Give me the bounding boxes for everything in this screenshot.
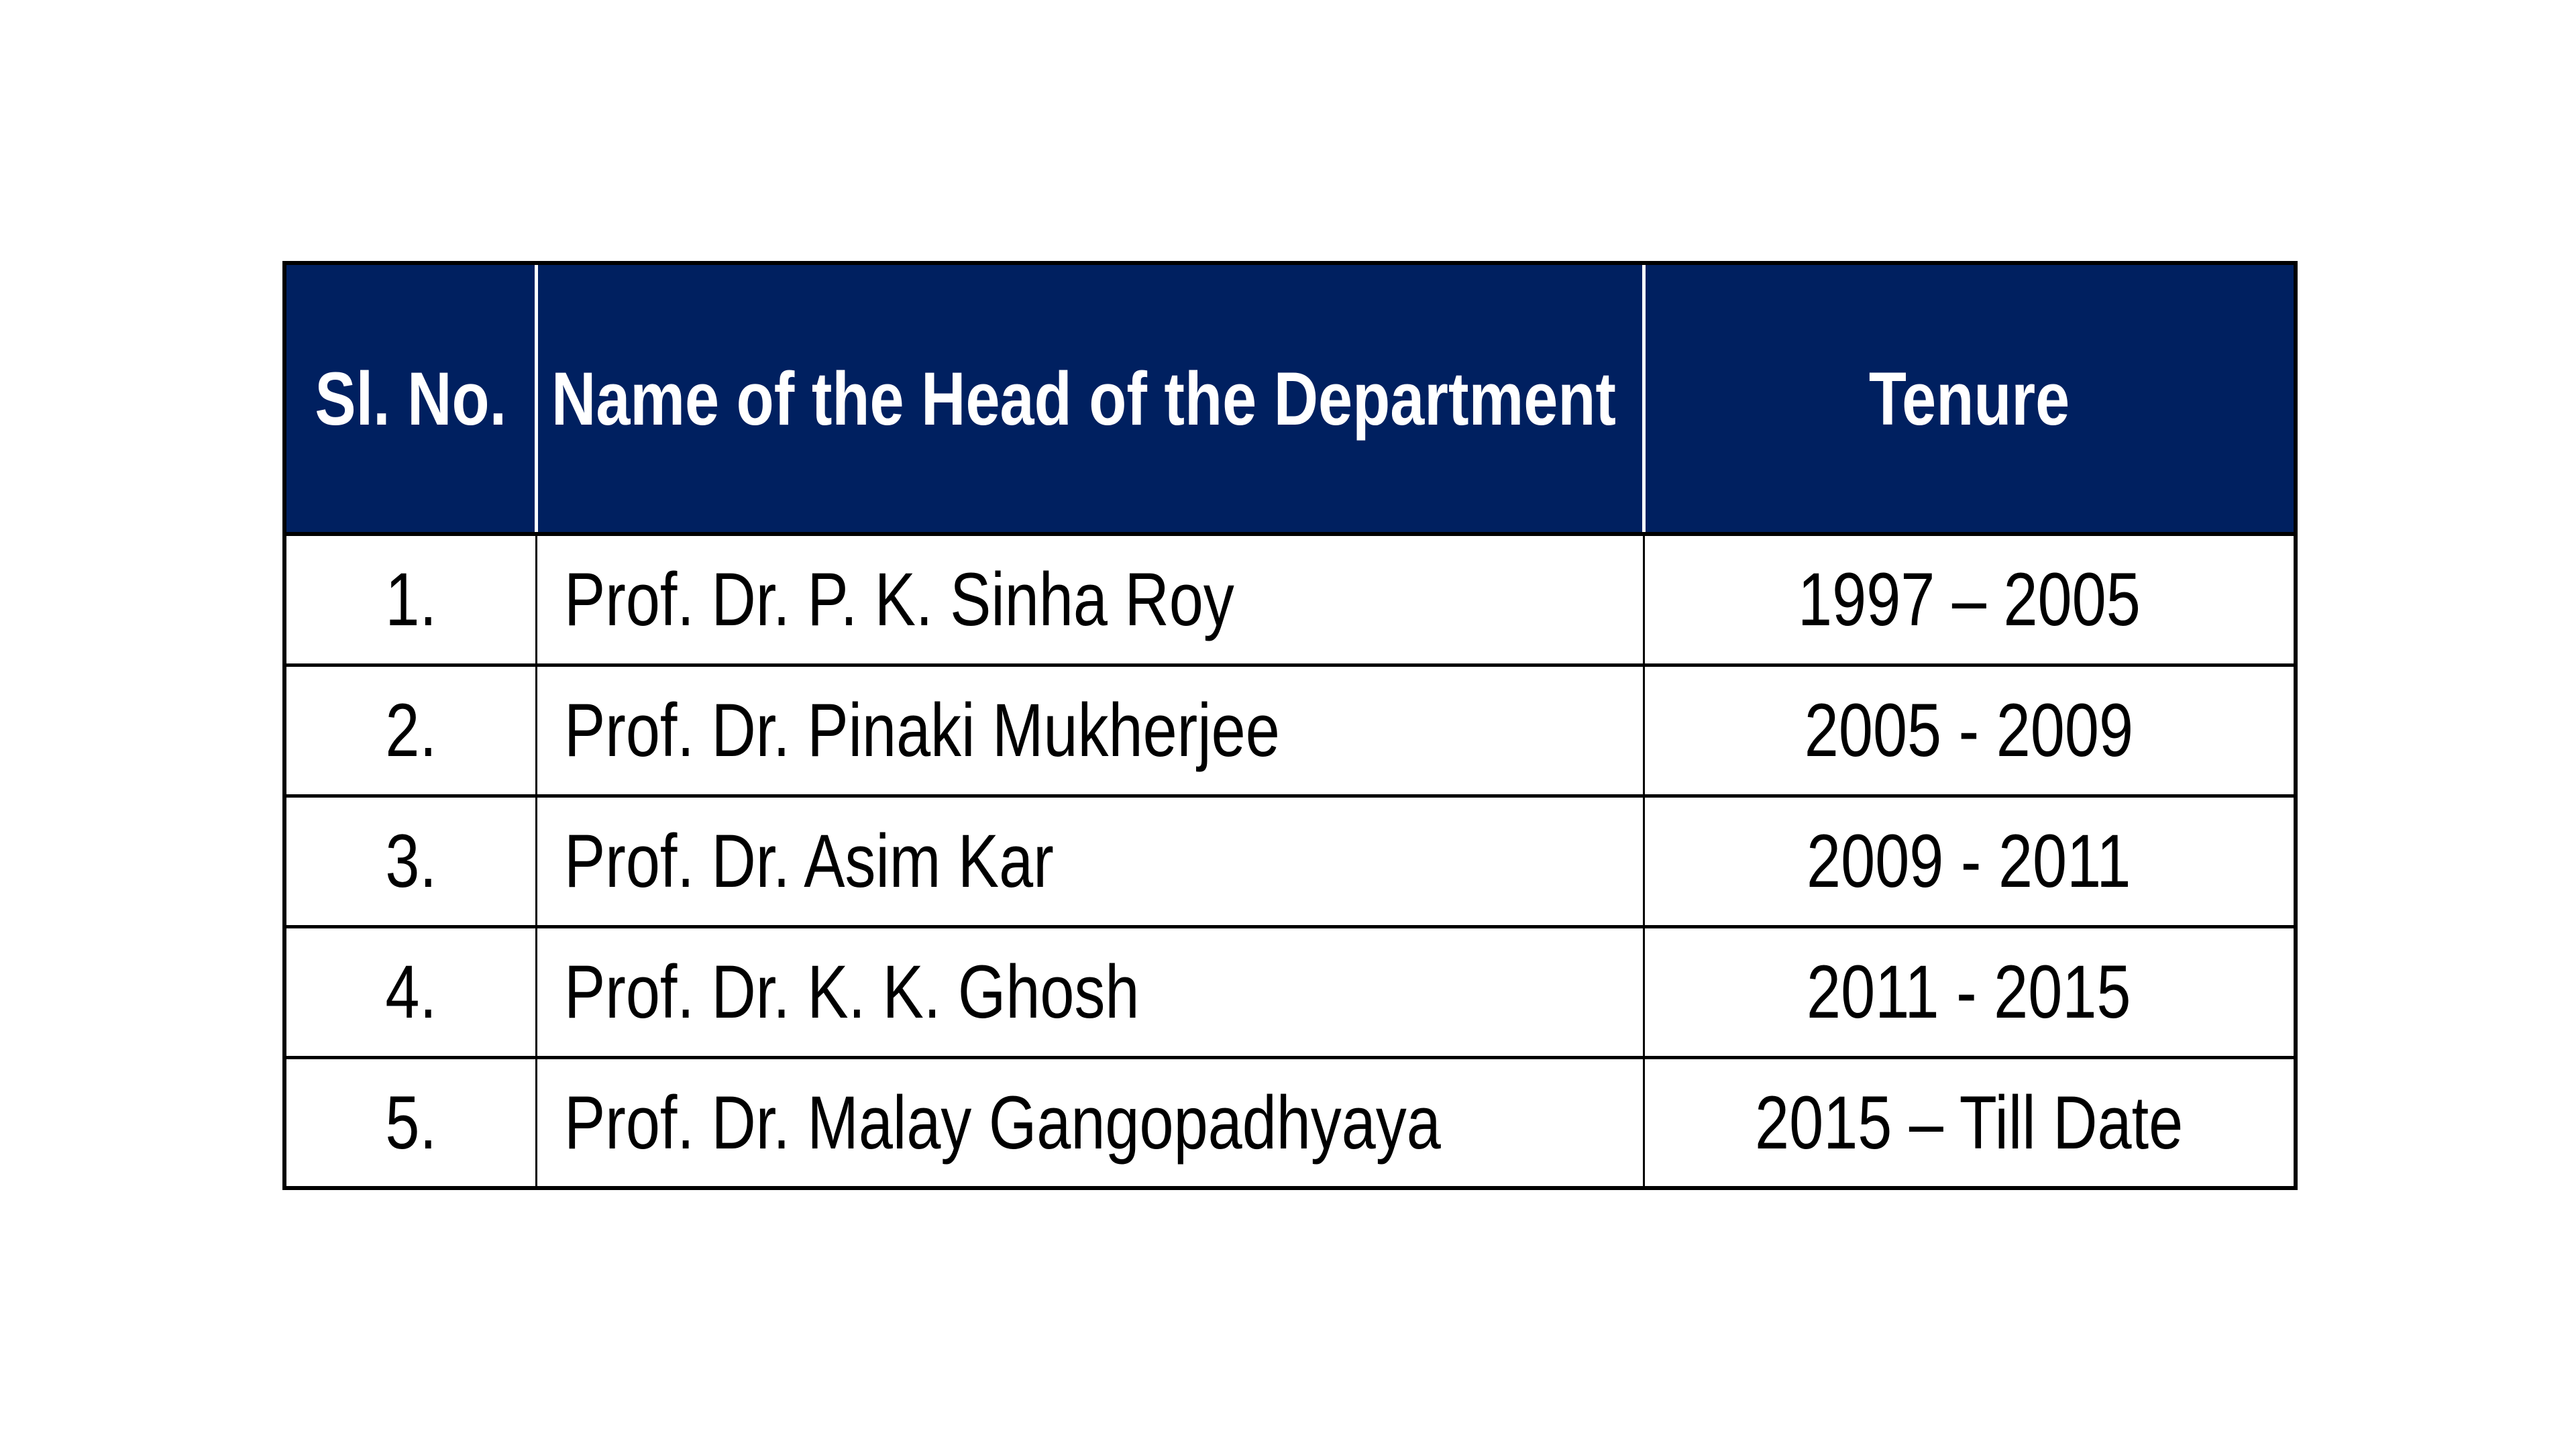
cell-name	[536, 796, 1644, 926]
column-header-sl-no	[284, 263, 536, 534]
cell-name	[536, 534, 1644, 665]
cell-sl-no	[284, 926, 536, 1057]
cell-tenure	[1644, 796, 2296, 926]
tenure-text: 1997 – 2005	[1797, 557, 2141, 642]
sl-no-text: 5.	[384, 1080, 437, 1165]
sl-no-text: 2.	[384, 688, 437, 772]
cell-tenure	[1644, 926, 2296, 1057]
cell-name	[536, 1057, 1644, 1188]
tenure-text: 2015 – Till Date	[1755, 1080, 2184, 1165]
name-text: Prof. Dr. Asim Kar	[564, 819, 1054, 903]
column-header-label: Sl. No.	[314, 356, 506, 441]
column-header-label: Tenure	[1869, 356, 2070, 441]
tenure-text: 2009 - 2011	[1807, 819, 2131, 903]
sl-no-text: 1.	[384, 557, 437, 642]
tenure-text: 2005 - 2009	[1805, 688, 2134, 772]
table-header	[284, 263, 2296, 534]
name-text: Prof. Dr. K. K. Ghosh	[564, 950, 1140, 1034]
table-body	[284, 534, 2296, 1188]
name-text: Prof. Dr. Pinaki Mukherjee	[564, 688, 1280, 772]
table-row	[284, 926, 2296, 1057]
name-text: Prof. Dr. Malay Gangopadhyaya	[564, 1080, 1441, 1165]
cell-sl-no	[284, 534, 536, 665]
cell-sl-no	[284, 796, 536, 926]
table-row	[284, 534, 2296, 665]
cell-name	[536, 665, 1644, 796]
cell-tenure	[1644, 1057, 2296, 1188]
header-row	[284, 263, 2296, 534]
cell-name	[536, 926, 1644, 1057]
cell-sl-no	[284, 1057, 536, 1188]
name-text: Prof. Dr. P. K. Sinha Roy	[564, 557, 1234, 642]
sl-no-text: 4.	[384, 950, 437, 1034]
cell-sl-no	[284, 665, 536, 796]
tenure-text: 2011 - 2015	[1807, 950, 2131, 1034]
sl-no-text: 3.	[384, 819, 437, 903]
column-header-tenure	[1644, 263, 2296, 534]
table-row	[284, 665, 2296, 796]
cell-tenure	[1644, 665, 2296, 796]
cell-tenure	[1644, 534, 2296, 665]
column-header-name	[536, 263, 1644, 534]
table-row	[284, 1057, 2296, 1188]
column-header-label: Name of the Head of the Department	[551, 356, 1616, 441]
table-row	[284, 796, 2296, 926]
heads-of-department-table	[282, 261, 2298, 1190]
